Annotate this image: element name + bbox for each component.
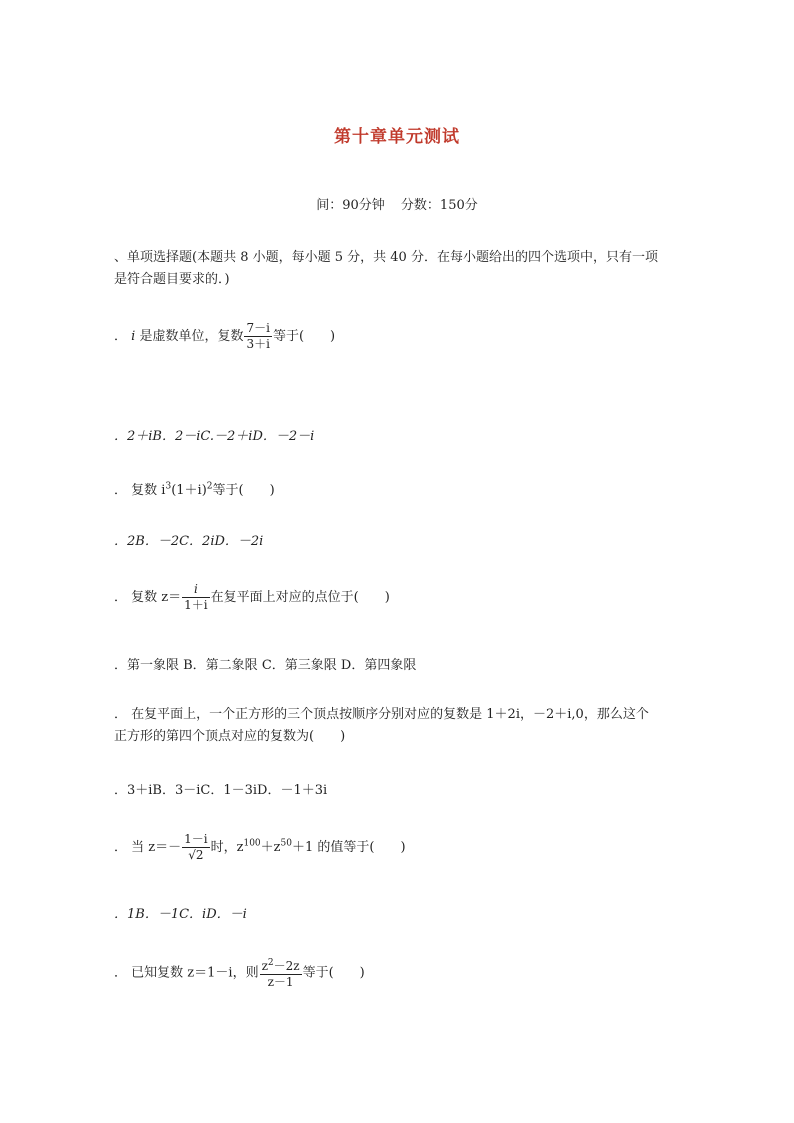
- imaginary-unit: i: [131, 329, 136, 344]
- question-marker: ．: [114, 590, 128, 605]
- question-marker: ．: [114, 483, 128, 498]
- fraction: [260, 956, 302, 990]
- fraction-denominator: [182, 848, 209, 863]
- fraction: [182, 832, 209, 863]
- section-heading: [114, 247, 694, 291]
- question-marker: ．: [114, 840, 128, 855]
- question-text: 在复平面上，一个正方形的三个顶点按顺序分别对应的复数是 1＋2i，－2＋i,0，那么这个: [131, 707, 649, 722]
- question-4: [114, 704, 694, 748]
- question-text: 当 z＝－: [131, 840, 182, 855]
- question-text: (1＋i): [171, 483, 207, 498]
- question-text: 正方形的第四个顶点对应的复数为( ): [114, 729, 346, 744]
- numerator-part: z: [261, 959, 268, 973]
- fraction-denominator: 3＋i: [246, 337, 270, 351]
- question-3: [114, 582, 694, 613]
- question-text: 等于( ): [302, 965, 365, 981]
- question-marker: ．: [114, 965, 128, 981]
- fraction-denominator: z－1: [267, 975, 294, 989]
- question-text: 在复平面上对应的点位于( ): [210, 590, 390, 605]
- time-limit: 间：90分钟: [316, 198, 385, 213]
- question-text: 复数 z＝: [131, 590, 182, 605]
- section-heading-line1: 、单项选择题(本题共 8 小题，每小题 5 分，共 40 分．在每小题给出的四个选项中，只有一项: [114, 250, 658, 265]
- question-text: 时，z: [210, 840, 244, 855]
- exponent: 2: [267, 958, 274, 968]
- question-3-options: ．第一象限 B．第二象限 C．第三象限 D．第四象限: [114, 658, 417, 673]
- question-6: [114, 956, 694, 990]
- question-1: [114, 321, 694, 352]
- question-text: 等于( ): [212, 483, 275, 498]
- fraction-numerator: 7－i: [246, 321, 270, 335]
- fraction-numerator: i: [182, 582, 209, 598]
- exponent: 100: [243, 838, 261, 849]
- total-score: 分数：150分: [400, 198, 478, 213]
- exponent: 2: [206, 481, 213, 492]
- question-marker: ．: [114, 329, 128, 344]
- question-text: 是虚数单位，复数: [135, 329, 244, 344]
- question-5: [114, 832, 694, 863]
- question-text: ＋z: [260, 840, 281, 855]
- exponent: 50: [280, 838, 292, 849]
- square-root-icon: √: [188, 848, 196, 862]
- page-title: 第十章单元测试: [334, 127, 460, 147]
- question-text: 已知复数 z＝1－i，则: [131, 965, 259, 981]
- question-4-options: ．3＋iB．3－iC．1－3iD．－1＋3i: [114, 783, 328, 798]
- question-5-options: ．1B．－1C．iD．－i: [114, 907, 247, 922]
- fraction-numerator: 1－i: [184, 832, 208, 846]
- question-marker: ．: [114, 707, 128, 722]
- question-1-options: ．2＋iB．2－iC.－2＋iD．－2－i: [114, 429, 315, 444]
- question-text: 复数 i: [131, 483, 166, 498]
- sqrt-argument: 2: [195, 848, 204, 862]
- fraction: [244, 321, 271, 352]
- question-text: ＋1 的值等于( ): [291, 840, 406, 855]
- fraction-numerator: [260, 956, 302, 975]
- question-2-options: ．2B．－2C．2iD．－2i: [114, 534, 264, 549]
- numerator-part: －2z: [273, 959, 300, 973]
- question-2: [114, 479, 694, 498]
- exam-meta: [0, 194, 794, 213]
- fraction-denominator: 1＋i: [184, 598, 208, 612]
- fraction: [182, 582, 209, 613]
- section-heading-line2: 是符合题目要求的．): [114, 272, 230, 287]
- exponent: 3: [165, 481, 172, 492]
- question-text: 等于( ): [272, 329, 336, 344]
